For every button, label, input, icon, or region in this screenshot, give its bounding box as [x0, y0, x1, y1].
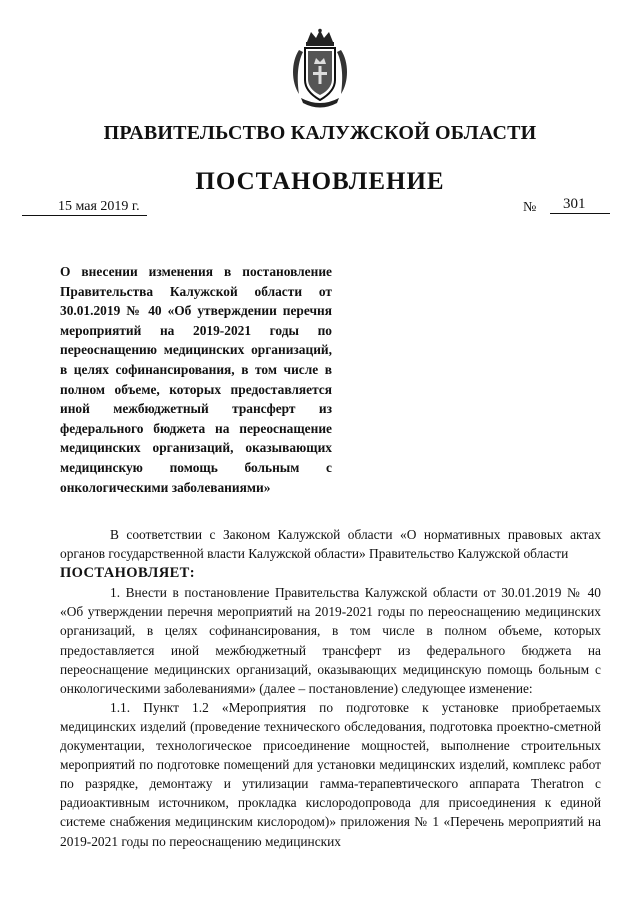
item-1-paragraph: 1. Внести в постановление Правительства Калужской области от 30.01.2019 № 40 «Об утверждении перечня мероприятий на 2019-2021 годы по переоснащению медицинских организаций, в целях софинансирования, в том числе в полном объеме, которых предоставляется иной межбюджетный трансферт из федерального бюджета на переоснащение медицинских организаций, оказывающих медицинскую помощь больным с онкологическими заболеваниями» (далее – постановление) следующее изменение: — [60, 585, 601, 696]
date-underline — [22, 215, 147, 216]
number-underline — [550, 213, 610, 214]
document-date: 15 мая 2019 г. — [58, 199, 140, 214]
item-1-1-paragraph: 1.1. Пункт 1.2 «Мероприятия по подготовке к установке приобретаемых медицинских изделий (проведение технического обследования, подготовка проектно-сметной документации, технологическое присоединение мощностей, выполнение строительных мероприятий по подготовке помещений для установки медицинских изделий, комплекс работ по разрядке, демонтажу и утилизации гамма-терапевтического аппарата Theratron с радиоактивным источником, прокладка кислородопровода для присоединения к единой системе снабжения медицинским кислородом)» приложения № 1 «Перечень мероприятий на 2019-2021 годы по переоснащению медицинских — [60, 699, 601, 849]
preamble-paragraph: В соответствии с Законом Калужской области «О нормативных правовых актах органов государственной власти Калужской области» Правительство Калужской области — [60, 527, 601, 562]
decree-line — [60, 563, 601, 583]
document-body — [60, 525, 601, 851]
coat-of-arms-icon — [289, 28, 351, 108]
document-type: ПОСТАНОВЛЕНИЕ — [195, 168, 445, 195]
document-number: 301 — [563, 196, 586, 212]
document-subject: О внесении изменения в постановление Правительства Калужской области от 30.01.2019 № 40 «Об утверждении перечня мероприятий на 2019-2021 годы по переоснащению медицинских организаций, в целях софинансирования, в том числе в полном объеме, которых предоставляется иной межбюджетный трансферт из федерального бюджета на переоснащение медицинских организаций, оказывающих медицинскую помощь больным с онкологическими заболеваниями» — [60, 264, 332, 495]
organization-title: ПРАВИТЕЛЬСТВО КАЛУЖСКОЙ ОБЛАСТИ — [103, 122, 537, 144]
decree-word: ПОСТАНОВЛЯЕТ: — [60, 565, 195, 582]
number-label: № — [523, 200, 537, 215]
